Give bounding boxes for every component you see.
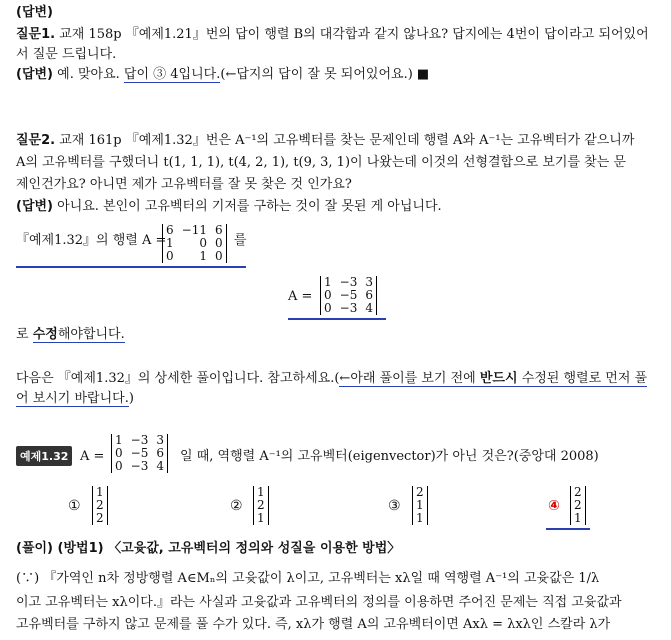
matrix-cell: 0 xyxy=(166,249,174,263)
answer1-suffix: (←답지의 답이 잘 못 되어있어요.) ■ xyxy=(220,67,430,82)
question2-text: 교재 161p 『예제1.32』번은 A⁻¹의 고유벡터를 찾는 문제인데 행렬 A와 A⁻¹는 고유벡터가 같으니까 xyxy=(55,133,635,148)
question2-label: 질문2. xyxy=(16,133,56,148)
vector-cell: 2 xyxy=(257,498,265,512)
option-2-vector[interactable] xyxy=(253,486,269,525)
corrected-matrix-label: A = xyxy=(288,289,313,304)
answer1-label: (답변) xyxy=(16,67,53,82)
matrix-cell: 3 xyxy=(156,433,164,447)
matrix-cell: 1 xyxy=(166,236,174,250)
matrix-cell: 3 xyxy=(365,275,373,289)
vector-cell: 1 xyxy=(257,511,265,525)
matrix-cell: −11 xyxy=(181,223,207,237)
question1-line1 xyxy=(16,26,649,44)
underline xyxy=(16,266,246,268)
detail-prefix: 다음은 『예제1.32』의 상세한 풀이입니다. 참고하세요.( xyxy=(16,371,340,386)
example-question: 일 때, 역행렬 A⁻¹의 고유벡터(eigenvector)가 아닌 것은?(중앙대 2008) xyxy=(180,449,599,464)
solution-line2: 이고 고유벡터는 xλ이다.』라는 사실과 고윳값과 고유벡터의 정의를 이용하면 주어진 문제는 직접 고윳값과 xyxy=(16,595,622,610)
matrix-cell: 6 xyxy=(214,223,223,237)
matrix-cell: 6 xyxy=(156,446,164,460)
vector-cell: 2 xyxy=(574,498,582,512)
matrix-cell: −3 xyxy=(130,433,149,447)
answer2 xyxy=(16,198,442,216)
question2-line3: 제인건가요? 아니면 제가 고유벡터를 잘 못 찾은 것 인가요? xyxy=(16,177,352,192)
vector-cell: 2 xyxy=(96,498,104,512)
corrected-matrix xyxy=(320,276,377,315)
matrix-cell: 0 xyxy=(115,459,123,473)
fix-bold: 수정 xyxy=(32,327,58,342)
detail-bold: 반드시 xyxy=(479,371,518,386)
matrix-cell: 0 xyxy=(199,236,207,250)
matrix-cell: 0 xyxy=(115,446,123,460)
matrix-cell: −3 xyxy=(339,275,358,289)
question2-line2: A의 고유벡터를 구했더니 t(1, 1, 1), t(4, 2, 1), t(9, 3, 1)이 나왔는데 이것의 선형결합으로 보기를 찾는 문 xyxy=(16,155,626,170)
matrix-cell: 1 xyxy=(324,275,332,289)
detail-rest: 수정된 행렬로 먼저 풀 xyxy=(517,371,648,386)
matrix-cell: 6 xyxy=(365,288,373,302)
answer-heading: (답변) xyxy=(16,5,53,20)
example-badge: 예제1.32 xyxy=(16,446,72,466)
matrix-cell: −5 xyxy=(130,446,149,460)
option-4-number[interactable]: ④ xyxy=(548,498,560,514)
matrix-cell: 1 xyxy=(199,249,207,263)
fix-prefix: 로 xyxy=(16,327,33,342)
matrix-cell: 4 xyxy=(156,459,164,473)
detail-line1 xyxy=(16,370,647,388)
vector-cell: 1 xyxy=(416,511,424,525)
matrix-cell: −5 xyxy=(339,288,358,302)
answer1-underlined: 답이 ③ 4입니다. xyxy=(123,67,221,82)
option-3-vector[interactable] xyxy=(412,486,428,525)
vector-cell: 1 xyxy=(574,511,582,525)
example-a-label: A = xyxy=(80,449,105,464)
matrix-cell: 0 xyxy=(324,301,332,315)
fix-note xyxy=(16,326,125,344)
detail-end: ) xyxy=(128,391,134,406)
vector-cell: 2 xyxy=(574,485,582,499)
detail-line2 xyxy=(16,390,134,408)
answer2-text: 아니요. 본인이 고유벡터의 기저를 구하는 것이 잘 못된 게 아닙니다. xyxy=(53,199,442,214)
matrix-cell: 6 xyxy=(166,223,174,237)
matrix-cell: 0 xyxy=(324,288,332,302)
answer1-prefix: 예. 맞아요. xyxy=(53,67,124,82)
matrix-cell: −3 xyxy=(130,459,149,473)
vector-cell: 1 xyxy=(96,485,104,499)
answer1 xyxy=(16,66,429,84)
option-1-vector[interactable] xyxy=(92,486,108,525)
matrix-cell: 4 xyxy=(365,301,373,315)
question1-text: 교재 158p 『예제1.21』번의 답이 행렬 B의 대각합과 같지 않나요? 답지에는 4번이 답이라고 되어있어 xyxy=(55,27,649,42)
solution-line3: 고유벡터를 구하지 않고 문제를 풀 수가 있다. 즉, xλ가 행렬 A의 고유벡터이면 Axλ = λxλ인 스칼라 λ가 xyxy=(16,617,611,632)
matrix-cell: 0 xyxy=(214,236,223,250)
matrix-cell: 0 xyxy=(214,249,223,263)
answer2-label: (답변) xyxy=(16,199,53,214)
detail-underlined: ←아래 풀이를 보기 전에 xyxy=(339,371,480,386)
detail-underlined-2: 어 보시기 바랍니다. xyxy=(16,391,129,406)
old-matrix xyxy=(162,224,227,263)
old-matrix-prefix: 『예제1.32』의 행렬 A = xyxy=(16,233,167,248)
underline xyxy=(546,528,590,530)
matrix-cell: −3 xyxy=(339,301,358,315)
solution-title: (풀이) (방법1) 〈고윳값, 고유벡터의 정의와 성질을 이용한 방법〉 xyxy=(16,541,401,556)
underline xyxy=(288,318,386,320)
example-matrix xyxy=(111,434,168,473)
vector-cell: 1 xyxy=(257,485,265,499)
question2-line1 xyxy=(16,132,634,150)
vector-cell: 2 xyxy=(416,485,424,499)
question1-line2: 서 질문 드립니다. xyxy=(16,47,117,62)
option-4-vector[interactable] xyxy=(570,486,586,525)
option-1-number[interactable]: ① xyxy=(68,498,81,514)
fix-suffix: 해야합니다. xyxy=(57,327,125,342)
old-matrix-suffix: 를 xyxy=(234,233,247,248)
option-2-number[interactable]: ② xyxy=(230,498,243,514)
question1-label: 질문1. xyxy=(16,27,56,42)
solution-line1: (∵) 『가역인 n차 정방행렬 A∈Mₙ의 고윳값이 λ이고, 고유벡터는 xλ일 때 역행렬 A⁻¹의 고윳값은 1/λ xyxy=(16,571,600,586)
vector-cell: 1 xyxy=(416,498,424,512)
matrix-cell: 1 xyxy=(115,433,123,447)
option-3-number[interactable]: ③ xyxy=(388,498,401,514)
vector-cell: 2 xyxy=(96,511,104,525)
